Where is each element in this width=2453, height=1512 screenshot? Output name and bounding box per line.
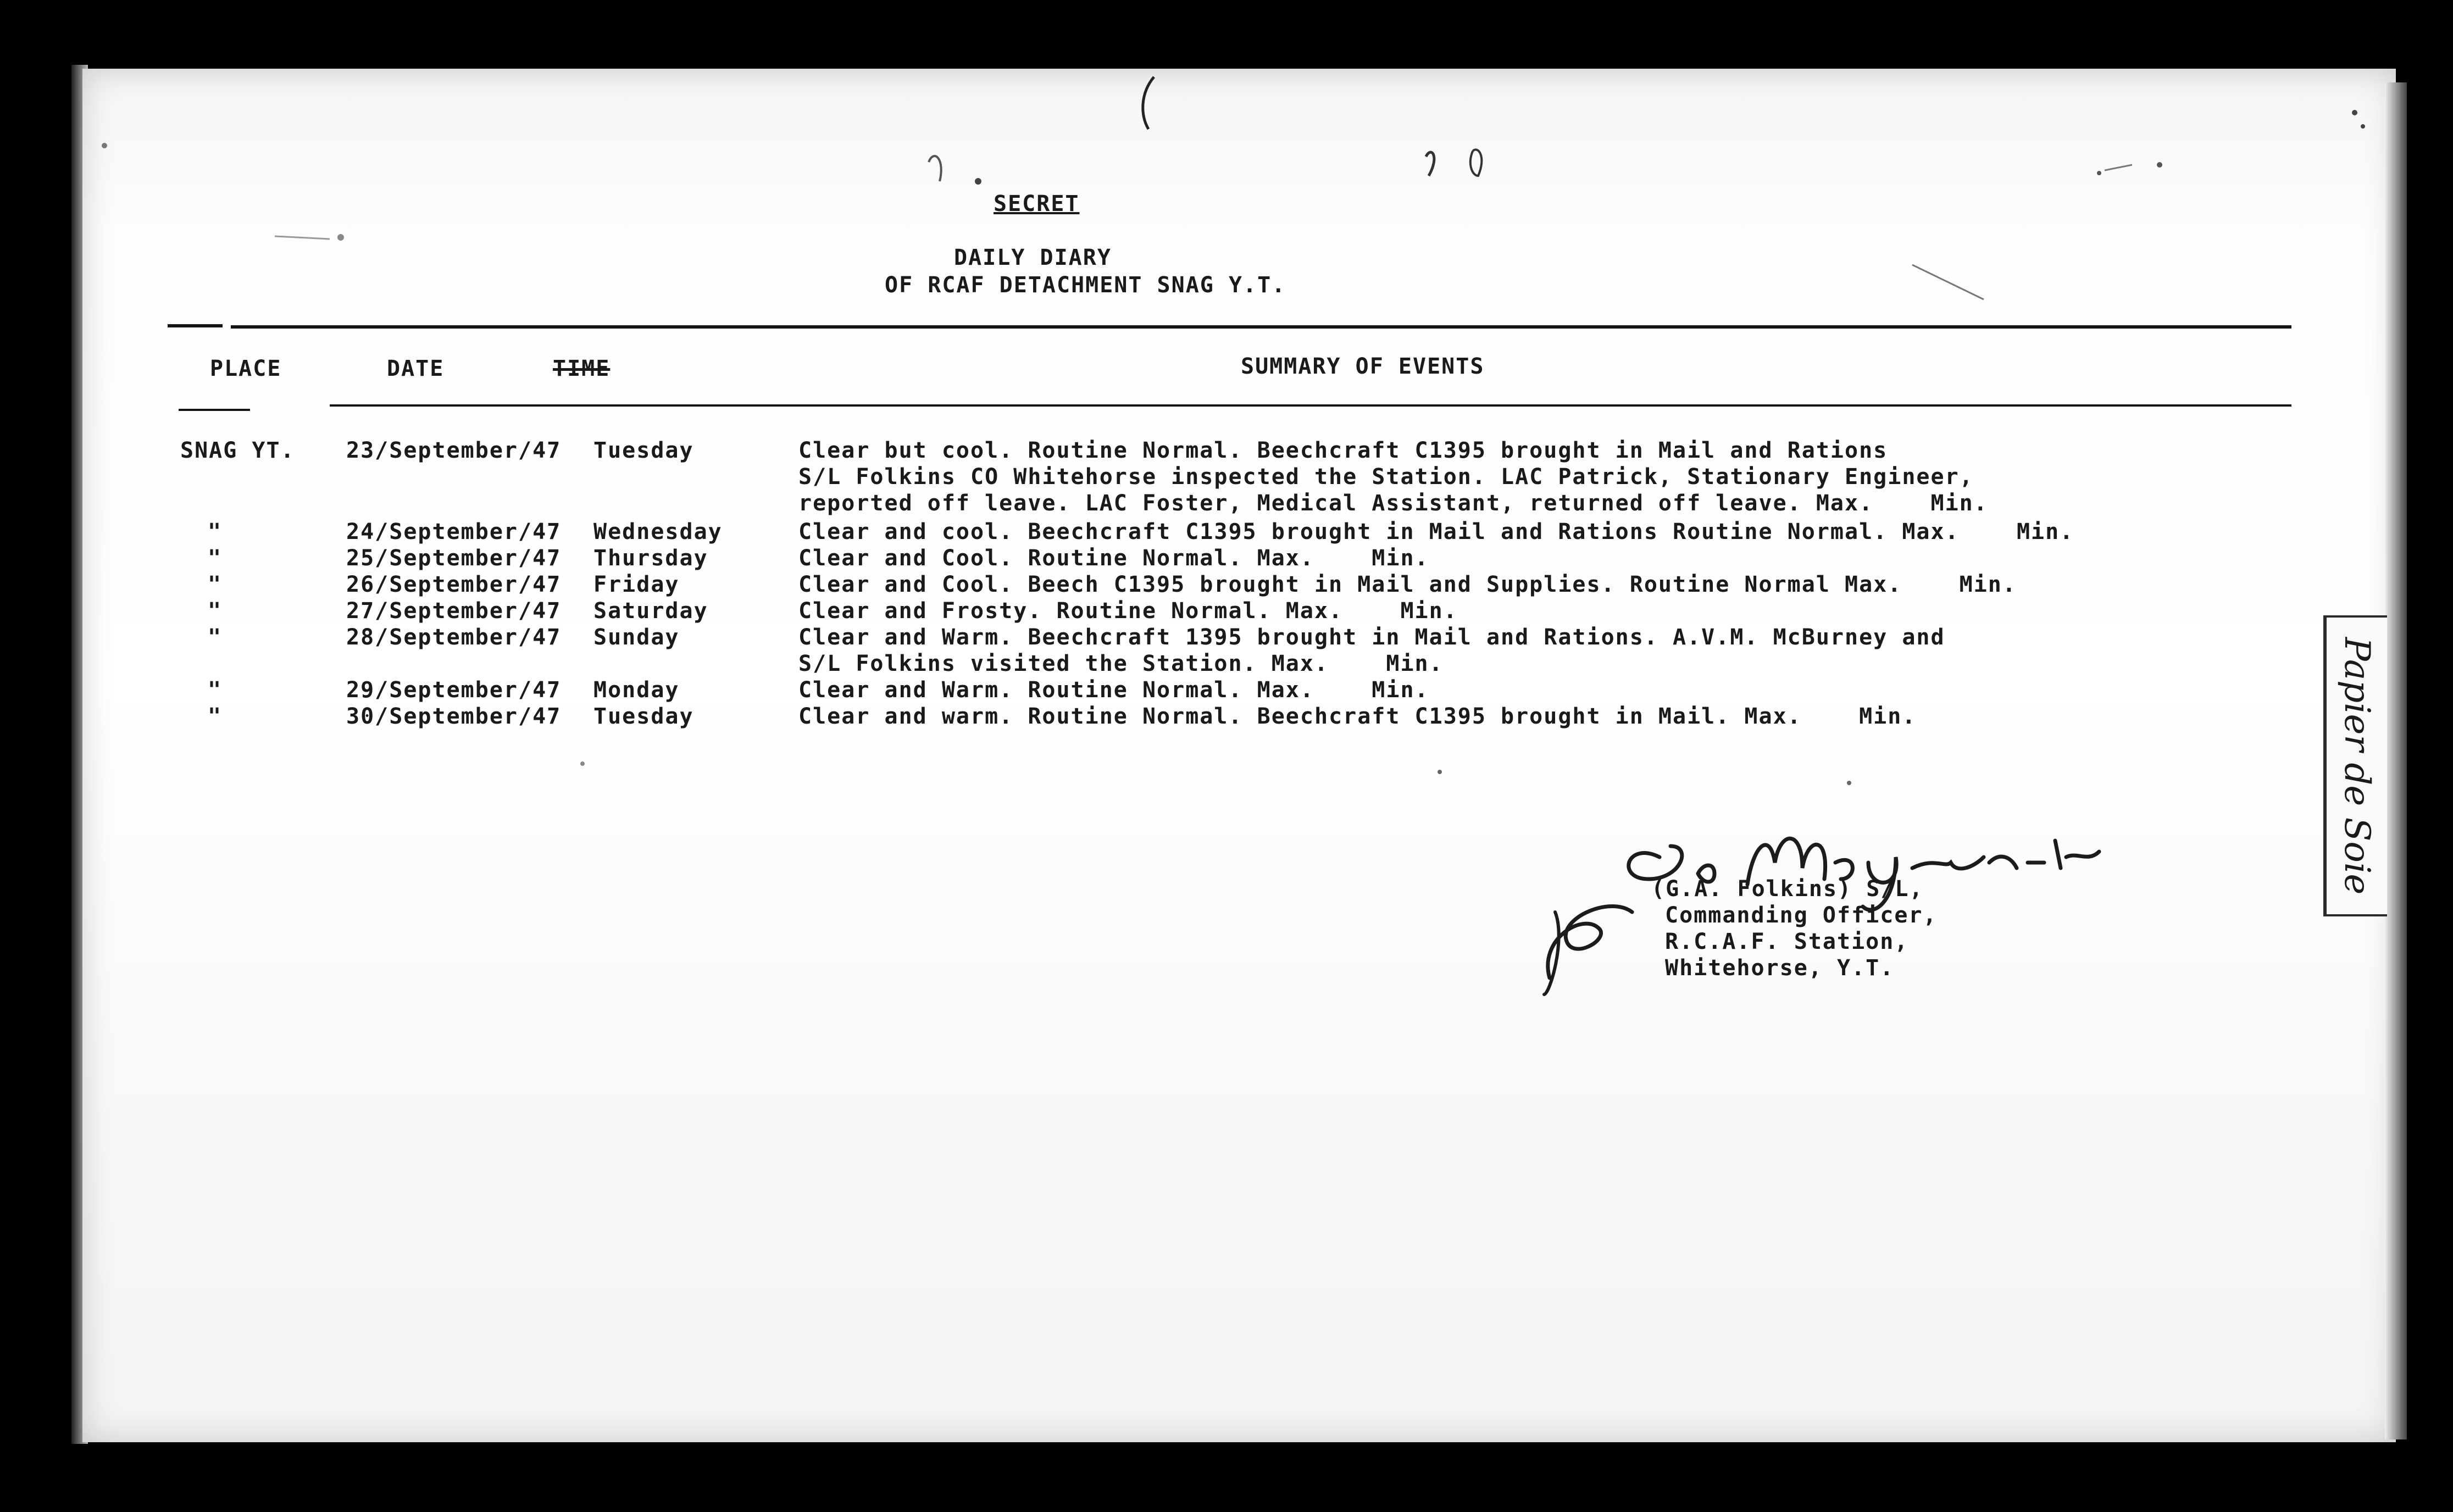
entry-5-day: Saturday (593, 598, 708, 624)
entry-8-summary-line-1: Clear and warm. Routine Normal. Beechcraft C1395 brought in Mail. Max. Min. (798, 704, 1917, 729)
entry-6-place: " (208, 625, 223, 650)
signature-name: (G.A. Folkins) S/L, (1651, 876, 1924, 902)
entry-1-summary-line-1: Clear but cool. Routine Normal. Beechcraft C1395 brought in Mail and Rations (798, 438, 1888, 463)
entry-5-summary-line-1: Clear and Frosty. Routine Normal. Max. Min. (798, 598, 1458, 624)
signature-unit: R.C.A.F. Station, (1665, 929, 1909, 954)
signature-location: Whitehorse, Y.T. (1665, 955, 1895, 981)
entry-2-day: Wednesday (593, 519, 723, 544)
column-header-summary: SUMMARY OF EVENTS (1241, 354, 1485, 379)
entry-4-summary-line-1: Clear and Cool. Beech C1395 brought in Mail and Supplies. Routine Normal Max. Min. (798, 572, 2017, 597)
entry-6-summary-line-1: Clear and Warm. Beechcraft 1395 brought in Mail and Rations. A.V.M. McBurney and (798, 625, 1945, 650)
entry-2-date: 24/September/47 (346, 519, 562, 544)
entry-6-summary-line-2: S/L Folkins visited the Station. Max. Min. (798, 651, 1444, 676)
column-header-place: PLACE (210, 356, 282, 381)
entry-5-place: " (208, 598, 223, 624)
document-title: DAILY DIARY (954, 245, 1112, 270)
entry-2-place: " (208, 519, 223, 544)
entry-6-date: 28/September/47 (346, 625, 562, 650)
column-header-time: TIME (553, 356, 611, 381)
column-header-date: DATE (387, 356, 445, 381)
entry-1-summary-line-3: reported off leave. LAC Foster, Medical Assistant, returned off leave. Max. Min. (798, 491, 1988, 516)
entry-4-date: 26/September/47 (346, 572, 562, 597)
signature-title: Commanding Officer, (1665, 903, 1938, 928)
entry-1-summary-line-2: S/L Folkins CO Whitehorse inspected the Station. LAC Patrick, Stationary Engineer, (798, 464, 1974, 490)
entry-4-day: Friday (593, 572, 680, 597)
classification-marking: SECRET (994, 191, 1080, 216)
entry-8-date: 30/September/47 (346, 704, 562, 729)
entry-7-place: " (208, 677, 223, 703)
entry-1-day: Tuesday (593, 438, 694, 463)
entry-3-summary-line-1: Clear and Cool. Routine Normal. Max. Min. (798, 546, 1429, 571)
entry-1-place: SNAG YT. (180, 438, 295, 463)
entry-7-summary-line-1: Clear and Warm. Routine Normal. Max. Min. (798, 677, 1429, 703)
side-label-text: Papier de Soie (2337, 637, 2377, 895)
entry-6-day: Sunday (593, 625, 680, 650)
entry-7-date: 29/September/47 (346, 677, 562, 703)
entry-3-day: Thursday (593, 546, 708, 571)
entry-7-day: Monday (593, 677, 680, 703)
entry-5-date: 27/September/47 (346, 598, 562, 624)
entry-2-summary-line-1: Clear and cool. Beechcraft C1395 brought in Mail and Rations Routine Normal. Max. Min. (798, 519, 2074, 544)
entry-8-place: " (208, 704, 223, 729)
entry-4-place: " (208, 572, 223, 597)
entry-3-place: " (208, 546, 223, 571)
entry-8-day: Tuesday (593, 704, 694, 729)
entry-1-date: 23/September/47 (346, 438, 562, 463)
document-subtitle: OF RCAF DETACHMENT SNAG Y.T. (885, 273, 1286, 298)
entry-3-date: 25/September/47 (346, 546, 562, 571)
